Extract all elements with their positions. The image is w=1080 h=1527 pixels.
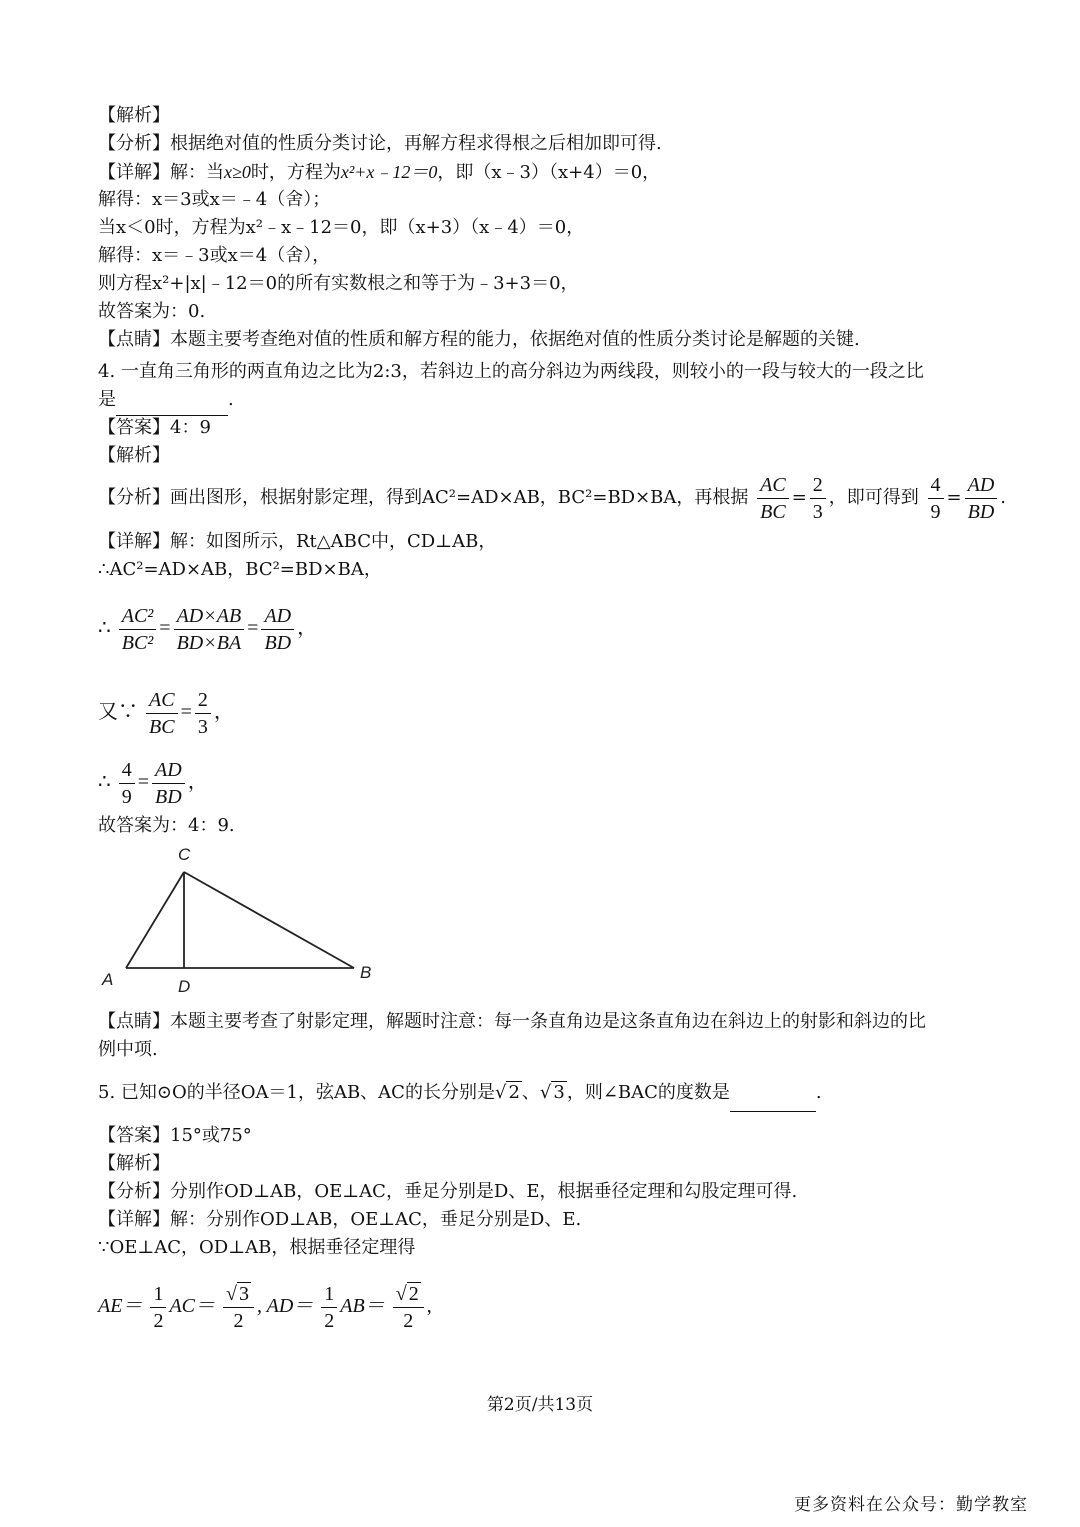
fraction-ac-bc: $\frac{AC}{BC}$: [757, 472, 789, 525]
side-cb: [184, 872, 354, 968]
fraction-ad-bd: $\frac{AD}{BD}$: [965, 472, 998, 525]
q3-jiexi-heading: 【解析】: [98, 105, 170, 126]
q5-jiexi-heading: 【解析】: [98, 1153, 170, 1174]
fraction-4-9: $\frac{4}{9}$: [928, 472, 944, 525]
q4-stem: 4. 一直角三角形的两直角边之比为2:3，若斜边上的高分斜边为两线段，则较小的一段与较大的一段之比: [98, 361, 924, 382]
q3-sum-of-roots: 则方程x²+|x|﹣12＝0的所有实数根之和等于为﹣3+3＝0，: [98, 273, 579, 294]
label-b: B: [360, 963, 372, 982]
q4-final-answer: 故答案为：4：9.: [98, 815, 235, 836]
q5-stem: 5. 已知⊙O的半径OA＝1，弦AB、AC的长分别是√ 2 、√ 3 ，则∠BAC的度数是 .: [98, 1078, 822, 1112]
label-c: C: [178, 845, 191, 864]
side-ac: [126, 872, 184, 968]
sqrt-3: √ 3: [539, 1082, 565, 1103]
q3-xiangjie: 【详解】解：当x≥0时，方程为x²+x﹣12＝0，即（x﹣3）（x+4）＝0，: [98, 162, 661, 183]
q5-answer: 【答案】15°或75°: [98, 1125, 252, 1146]
q4-stem-continued: 是 .: [98, 388, 234, 416]
q3-answer: 故答案为：0.: [98, 301, 206, 322]
q4-jiexi-heading: 【解析】: [98, 445, 170, 466]
q5-because: ∵OE⊥AC，OD⊥AB，根据垂径定理得: [98, 1237, 416, 1258]
label-a: A: [102, 970, 114, 989]
q4-answer-blank: [116, 391, 228, 416]
promo-footer: 更多资料在公众号：勤学教室: [794, 1495, 1028, 1515]
sqrt-2: √ 2: [494, 1082, 520, 1103]
q3-solution-1: 解得：x＝3或x＝﹣4（舍）；: [98, 189, 331, 210]
q4-projection-theorem: ∴AC²=AD×AB，BC²=BD×BA，: [98, 559, 382, 580]
q3-solution-2: 解得：x＝﹣3或x＝4（舍），: [98, 245, 331, 266]
fraction-1-2-b: $\frac{1}{2}$: [321, 1281, 337, 1334]
q3-case-2: 当x＜0时，方程为x²﹣x﹣12＝0，即（x+3）（x﹣4）＝0，: [98, 217, 585, 238]
q5-answer-blank: [730, 1081, 816, 1112]
q5-xiangjie: 【详解】解：分别作OD⊥AB，OE⊥AC，垂足分别是D、E.: [98, 1209, 582, 1230]
fraction-ad-bd-3: $\frac{AD}{BD}$: [152, 757, 185, 810]
fraction-sqrt2-2: $\frac{√ 2}{2}$: [393, 1281, 424, 1334]
q4-ratio-equation: ∴ $\frac{\text{AC²}}{\text{BC²}}$ = $\frac{AD\times AB}{BD\times BA}$ = $\frac{AD}{BD}$ ，: [98, 604, 318, 654]
fraction-2-3: $\frac{2}{3}$: [810, 472, 826, 525]
q4-conclusion-ratio: ∴ $\frac{4}{9}$ = $\frac{AD}{BD}$ ，: [98, 758, 208, 808]
q3-dianjing: 【点睛】本题主要考查绝对值的性质和解方程的能力，依据绝对值的性质分类讨论是解题的关键.: [98, 329, 860, 350]
label-d: D: [178, 977, 191, 996]
right-triangle-figure: [96, 840, 386, 1000]
q3-fenxi: 【分析】根据绝对值的性质分类讨论，再解方程求得根之后相加即可得.: [98, 133, 662, 154]
q4-answer: 【答案】4：9: [98, 417, 211, 438]
fraction-2-3-2: $\frac{2}{3}$: [195, 687, 211, 740]
fraction-1-2-a: $\frac{1}{2}$: [150, 1281, 166, 1334]
page-number-footer: 第2页/共13页: [486, 1395, 594, 1415]
q5-chord-equation: AE＝ $\frac{1}{2}$ AC＝ $\frac{√ 3}{2}$ , AD＝ $\frac{1}{2}$ AB＝ $\frac{√ 2}{2}$ ,: [98, 1282, 432, 1332]
fraction-adab-bdba: $\frac{AD\times AB}{BD\times BA}$: [174, 603, 245, 656]
fraction-sqrt3-2: $\frac{√ 3}{2}$: [223, 1281, 254, 1334]
q4-dianjing-continued: 例中项.: [98, 1039, 158, 1060]
q5-fenxi: 【分析】分别作OD⊥AB，OE⊥AC，垂足分别是D、E，根据垂径定理和勾股定理可得.: [98, 1181, 798, 1202]
fraction-ad-bd-2: $\frac{AD}{BD}$: [261, 603, 294, 656]
q4-given-ratio: 又∵ $\frac{AC}{BC}$ = $\frac{2}{3}$ ，: [98, 688, 234, 738]
q4-dianjing: 【点睛】本题主要考查了射影定理，解题时注意：每一条直角边是这条直角边在斜边上的射影和斜边的比: [98, 1011, 926, 1032]
q4-fenxi: 【分析】画出图形，根据射影定理，得到AC²=AD×AB，BC²=BD×BA，再根据 $\frac{AC}{BC}$ = $\frac{2}{3}$ ，即可得到 $\frac{4}{9}$ = $\frac{AD}{BD}$ .: [98, 473, 1007, 523]
fraction-ac-bc-2: $\frac{AC}{BC}$: [146, 687, 178, 740]
fraction-4-9-2: $\frac{4}{9}$: [119, 757, 135, 810]
fraction-ac2-bc2: $\frac{\text{AC²}}{\text{BC²}}$: [119, 603, 157, 656]
q4-xiangjie: 【详解】解：如图所示，Rt△ABC中，CD⊥AB，: [98, 531, 497, 552]
